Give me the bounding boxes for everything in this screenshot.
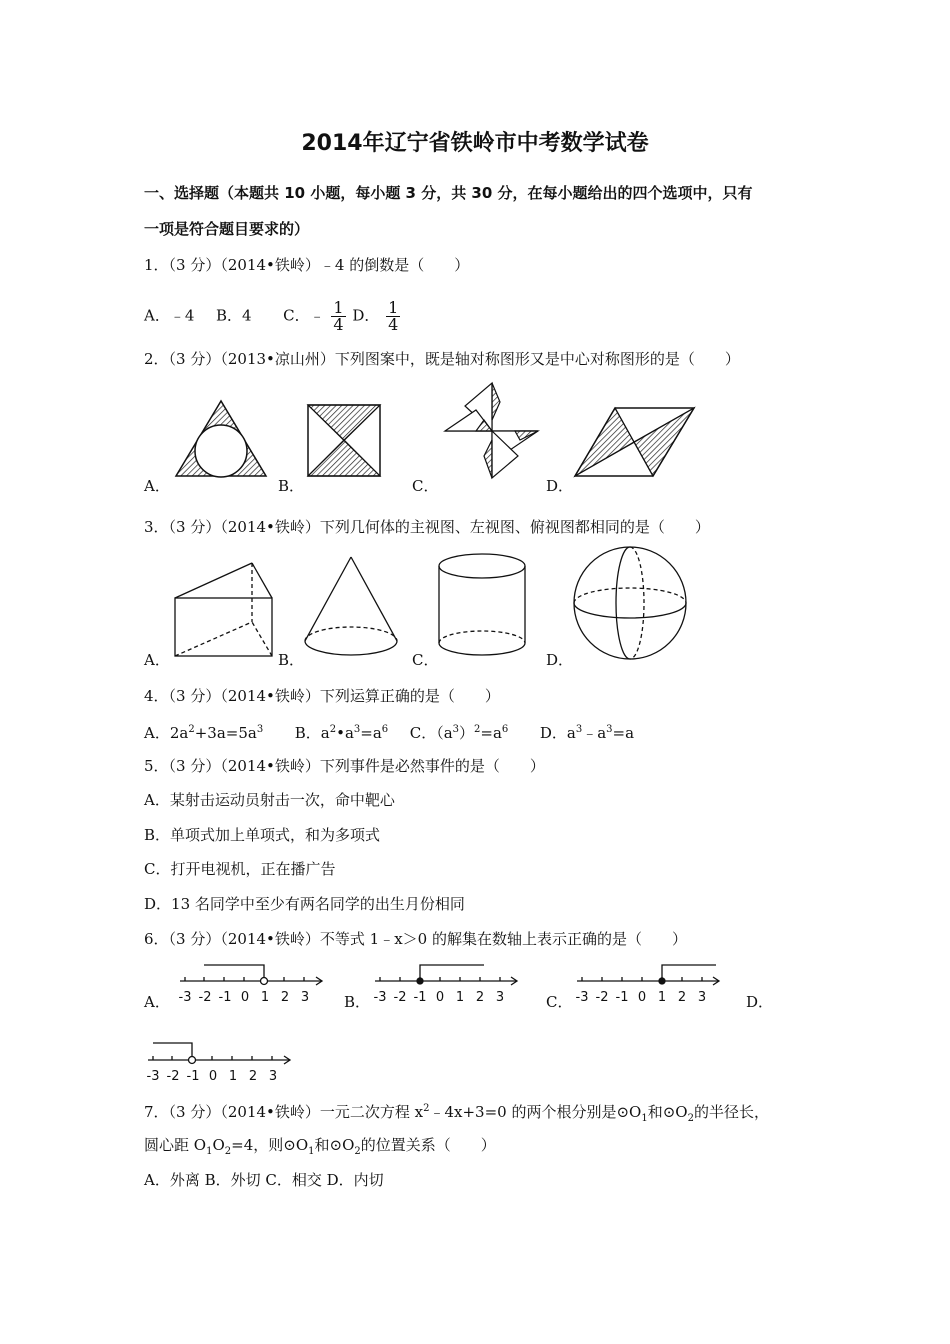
tick-label: -2 [393,990,407,1005]
tick-label: -3 [146,1069,160,1084]
tick-label: -1 [413,990,427,1005]
q3-option-b[interactable]: B． [278,651,305,669]
tick-label: 2 [475,990,485,1005]
tick-label: 2 [677,990,687,1005]
q1-option-d-fraction: $\frac{1}{4}$ [388,298,399,334]
q5-stem: 5．（3 分）（2014•铁岭）下列事件是必然事件的是（ ） [144,757,545,775]
q3-option-d[interactable]: D． [546,651,574,669]
q1-option-d[interactable]: D． [352,306,380,325]
q1-option-c[interactable]: C．﹣ [283,306,325,325]
q3-figure-a[interactable] [175,563,272,656]
q4-option-b[interactable]: B．$a^2•a^3=a^6$ [294,724,389,742]
q2-option-a[interactable]: A． [144,477,170,495]
tick-label: -3 [178,990,192,1005]
tick-label: -1 [615,990,629,1005]
tick-label: 1 [455,990,465,1005]
q6-number-line-c[interactable] [577,965,719,985]
tick-label: 3 [697,990,707,1005]
tick-label: 0 [240,990,250,1005]
tick-label: -2 [198,990,212,1005]
tick-label: -3 [575,990,589,1005]
q7-stem: 7．（3 分）（2014•铁岭）一元二次方程 $x^2﹣4x+3=0$ 的两个根分别是$⊙O_1$和$⊙O_2$的半径长， [144,1103,769,1124]
tick-label: 3 [300,990,310,1005]
q6-option-d[interactable]: D． [746,993,774,1011]
q2-figure-a[interactable] [176,401,266,477]
q2-stem: 2．（3 分）（2013•凉山州）下列图案中，既是轴对称图形又是中心对称图形的是（ ） [144,350,740,368]
q2-option-d[interactable]: D． [546,477,574,495]
tick-label: -2 [166,1069,180,1084]
page-title: 2014年辽宁省铁岭市中考数学试卷 [301,131,649,156]
tick-label: 3 [495,990,505,1005]
q5-option-a[interactable]: A．某射击运动员射击一次，命中靶心 [144,791,395,809]
tick-label: -3 [373,990,387,1005]
q5-option-c[interactable]: C．打开电视机，正在播广告 [144,860,336,878]
q4-option-d[interactable]: D．$a^3﹣a^3=a$ [539,724,635,742]
q2-option-c[interactable]: C． [412,477,439,495]
q4-options [144,720,634,743]
q7-options[interactable]: A．外离 B．外切 C．相交 D．内切 [144,1171,384,1189]
q1-option-a[interactable]: A．﹣4 [144,306,195,325]
q3-figure-b[interactable] [305,557,397,655]
q3-stem: 3．（3 分）（2014•铁岭）下列几何体的主视图、左视图、俯视图都相同的是（ ） [144,518,710,536]
q2-figure-b[interactable] [308,405,380,476]
q4-stem: 4．（3 分）（2014•铁岭）下列运算正确的是（ ） [144,687,500,705]
tick-label: 0 [435,990,445,1005]
q6-number-line-d[interactable] [148,1043,290,1064]
q1-option-b[interactable]: B．4 [215,306,252,325]
q6-stem: 6．（3 分）（2014•铁岭）不等式 1﹣x＞0 的解集在数轴上表示正确的是（ ） [144,930,687,948]
tick-label: 1 [260,990,270,1005]
q3-option-c[interactable]: C． [412,651,439,669]
q4-option-a[interactable]: A．$2a^2+3a=5a^3$ [144,724,264,742]
tick-label: 3 [268,1069,278,1084]
tick-label: 2 [280,990,290,1005]
q2-option-b[interactable]: B． [278,477,305,495]
q1-stem: 1．（3 分）（2014•铁岭）﹣4 的倒数是（ ） [144,256,470,274]
q5-option-d[interactable]: D．13 名同学中至少有两名同学的出生月份相同 [144,895,465,913]
q6-option-b[interactable]: B． [344,993,371,1011]
tick-label: 1 [657,990,667,1005]
q3-option-a[interactable]: A． [144,651,170,669]
q6-option-c[interactable]: C． [546,993,573,1011]
q1-option-c-fraction: $\frac{1}{4}$ [333,298,344,334]
tick-label: 0 [637,990,647,1005]
tick-label: 2 [248,1069,258,1084]
q6-number-line-b[interactable] [375,965,517,985]
q4-option-c[interactable]: C．$(a^3)^2=a^6$ [409,724,509,742]
section-heading: 一、选择题（本题共 10 小题，每小题 3 分，共 30 分，在每小题给出的四个选项中，只有 [144,184,753,202]
q7-stem-cont: 圆心距 $O_1O_2=4$，则$⊙O_1$和$⊙O_2$的位置关系（ ） [144,1136,496,1157]
q6-number-line-a[interactable] [180,965,322,985]
q2-figure-d[interactable] [575,408,694,476]
q5-option-b[interactable]: B．单项式加上单项式，和为多项式 [144,826,381,844]
section-heading-cont: 一项是符合题目要求的） [144,220,310,238]
q2-figure-c[interactable] [445,383,538,478]
q6-option-a[interactable]: A． [144,993,170,1011]
tick-label: -1 [218,990,232,1005]
tick-label: 1 [228,1069,238,1084]
q3-figure-d[interactable] [574,547,686,659]
q3-figure-c[interactable] [439,554,525,655]
tick-label: -1 [186,1069,200,1084]
tick-label: -2 [595,990,609,1005]
tick-label: 0 [208,1069,218,1084]
